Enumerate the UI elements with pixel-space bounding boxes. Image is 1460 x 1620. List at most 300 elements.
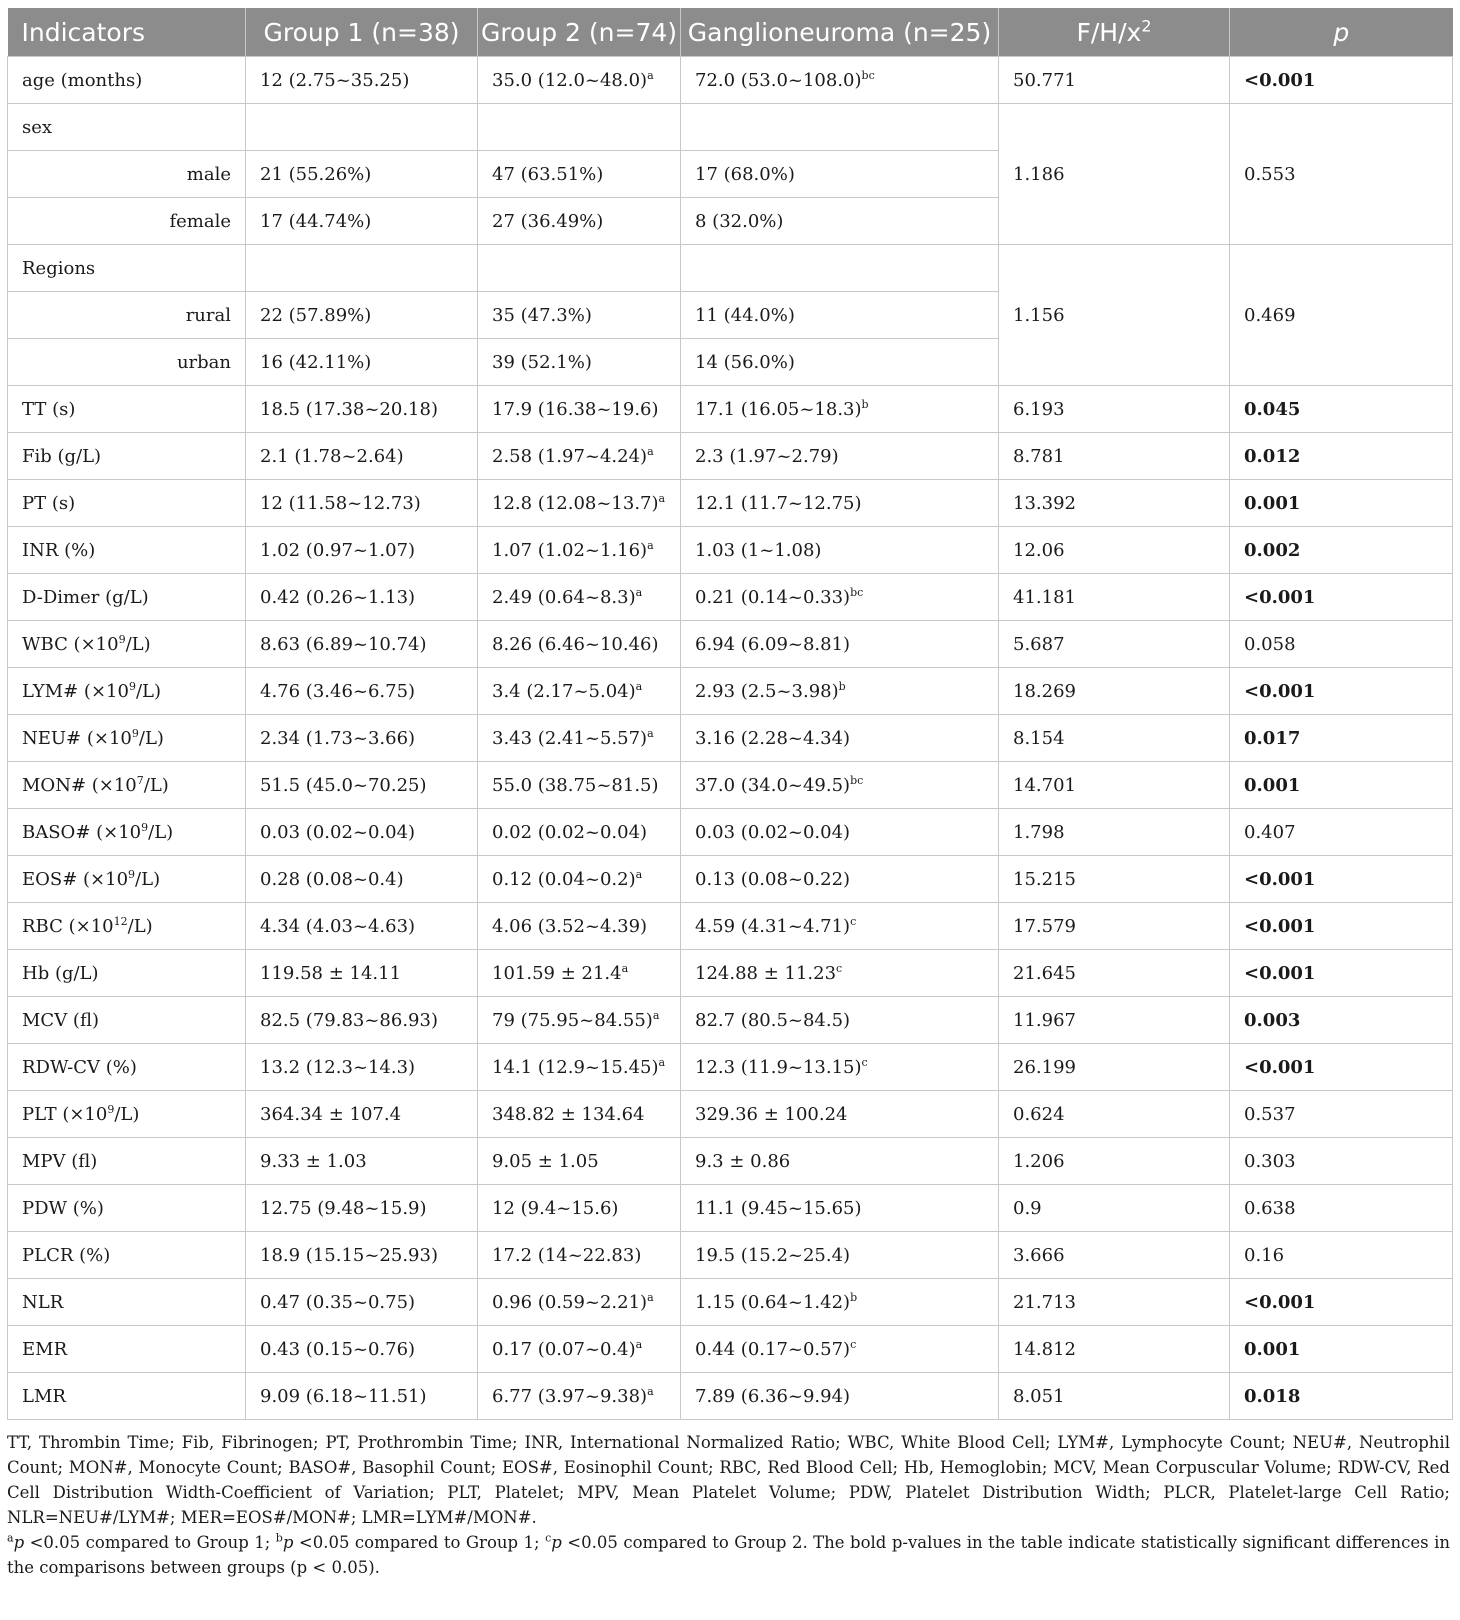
group1-cell [246, 339, 478, 386]
indicator-cell [8, 151, 246, 198]
table-row [8, 621, 1453, 668]
statistic-cell: 11.967 [999, 997, 1230, 1044]
indicator-cell [8, 527, 246, 574]
group2-cell [478, 386, 681, 433]
group1-cell [246, 809, 478, 856]
group1-cell [246, 527, 478, 574]
header-group1: Group 1 (n=38) [246, 8, 478, 57]
ganglioneuroma-cell [681, 57, 999, 104]
ganglioneuroma-cell-value: 11.1 (9.45~15.65) [695, 1197, 862, 1219]
indicator-label: Fib (g/L) [22, 445, 102, 467]
group2-cell-superscript: a [621, 961, 629, 975]
group2-cell [478, 621, 681, 668]
group2-cell-superscript: a [647, 444, 654, 458]
footnote-p-symbol: p [13, 1533, 25, 1552]
p-value-cell: <0.001 [1230, 57, 1453, 104]
p-value-cell: 0.303 [1230, 1138, 1453, 1185]
p-value-cell: 0.002 [1230, 527, 1453, 574]
ganglioneuroma-cell-value: 7.89 (6.36~9.94) [695, 1385, 851, 1407]
ganglioneuroma-cell-superscript: c [836, 961, 843, 975]
table-row [8, 715, 1453, 762]
group2-cell-value: 12 (9.4~15.6) [492, 1197, 619, 1219]
indicator-label: MCV (fl) [22, 1009, 99, 1031]
indicator-cell [8, 1044, 246, 1091]
group2-cell [478, 527, 681, 574]
group2-cell-superscript: a [635, 867, 643, 881]
ganglioneuroma-cell-superscript: bc [861, 68, 875, 82]
group2-cell-value: 6.77 (3.97~9.38) [492, 1385, 648, 1407]
ganglioneuroma-cell-value: 124.88 ± 11.23 [695, 962, 837, 984]
statistic-cell: 13.392 [999, 480, 1230, 527]
indicator-cell [8, 715, 246, 762]
group2-cell-value: 3.4 (2.17~5.04) [492, 680, 636, 702]
indicator-cell [8, 198, 246, 245]
table-row [8, 668, 1453, 715]
group2-cell-superscript: a [658, 491, 666, 505]
p-value-cell: 0.638 [1230, 1185, 1453, 1232]
ganglioneuroma-cell-value: 82.7 (80.5~84.5) [695, 1009, 851, 1031]
group1-cell [246, 1044, 478, 1091]
header-ganglioneuroma: Ganglioneuroma (n=25) [681, 8, 999, 57]
group1-cell [246, 1091, 478, 1138]
group2-cell [478, 1044, 681, 1091]
group2-cell [478, 339, 681, 386]
ganglioneuroma-cell-value: 14 (56.0%) [695, 351, 795, 373]
indicator-cell [8, 950, 246, 997]
p-value-cell: 0.469 [1230, 245, 1453, 386]
group1-cell-value: 12.75 (9.48~15.9) [260, 1197, 427, 1219]
group1-cell [246, 1185, 478, 1232]
p-value-cell: 0.017 [1230, 715, 1453, 762]
statistic-cell: 17.579 [999, 903, 1230, 950]
group1-cell [246, 762, 478, 809]
ganglioneuroma-cell-value: 8 (32.0%) [695, 210, 784, 232]
group2-cell-value: 14.1 (12.9~15.45) [492, 1056, 659, 1078]
indicator-cell [8, 433, 246, 480]
group2-cell [478, 151, 681, 198]
header-statistic-text: F/H/x [1076, 17, 1142, 47]
ganglioneuroma-cell-value: 4.59 (4.31~4.71) [695, 915, 851, 937]
group2-cell-superscript: a [647, 68, 654, 82]
ganglioneuroma-cell [681, 997, 999, 1044]
footnote-marker: b [275, 1531, 283, 1545]
indicator-unit: /L) [135, 680, 161, 702]
group2-cell-value: 348.82 ± 134.64 [492, 1103, 645, 1125]
statistic-cell: 12.06 [999, 527, 1230, 574]
p-value-cell: 0.553 [1230, 104, 1453, 245]
indicator-unit: /L) [125, 633, 151, 655]
p-value-cell: 0.003 [1230, 997, 1453, 1044]
footnote-p-symbol: p [282, 1533, 294, 1552]
statistic-cell: 26.199 [999, 1044, 1230, 1091]
indicator-cell [8, 1185, 246, 1232]
group2-cell [478, 903, 681, 950]
table-row [8, 1044, 1453, 1091]
indicator-label: LYM# (×10 [22, 680, 129, 702]
group2-cell-value: 79 (75.95~84.55) [492, 1009, 653, 1031]
indicator-label: sex [22, 116, 53, 138]
group1-cell [246, 480, 478, 527]
group2-cell-value: 9.05 ± 1.05 [492, 1150, 599, 1172]
indicator-label: EMR [22, 1338, 68, 1360]
indicator-label: age (months) [22, 69, 143, 91]
ganglioneuroma-cell-superscript: bc [850, 585, 864, 599]
indicator-cell [8, 1138, 246, 1185]
group1-cell [246, 621, 478, 668]
table-row [8, 856, 1453, 903]
group2-cell-value: 47 (63.51%) [492, 163, 604, 185]
indicator-label: TT (s) [22, 398, 76, 420]
indicator-label: RBC (×10 [22, 915, 114, 937]
indicator-label: urban [176, 351, 231, 373]
ganglioneuroma-cell-value: 3.16 (2.28~4.34) [695, 727, 851, 749]
group1-cell [246, 386, 478, 433]
header-row [8, 8, 1453, 57]
table-row [8, 1091, 1453, 1138]
group1-cell-value: 8.63 (6.89~10.74) [260, 633, 427, 655]
indicator-exponent: 9 [128, 679, 136, 693]
indicator-cell [8, 668, 246, 715]
indicator-label: EOS# (×10 [22, 868, 129, 890]
ganglioneuroma-cell [681, 527, 999, 574]
group1-cell-value: 9.33 ± 1.03 [260, 1150, 367, 1172]
indicator-unit: /L) [135, 868, 161, 890]
table-row [8, 57, 1453, 104]
ganglioneuroma-cell [681, 1044, 999, 1091]
group1-cell [246, 856, 478, 903]
group2-cell [478, 574, 681, 621]
group1-cell-value: 119.58 ± 14.11 [260, 962, 402, 984]
group2-cell [478, 997, 681, 1044]
abbreviations-note: TT, Thrombin Time; Fib, Fibrinogen; PT, Prothrombin Time; INR, International Normalized Ratio; WBC, White Blood Cell; LYM#, Lymphocyte Count; NEU#, Neutrophil Count; MON#, Monocyte Count; BASO#, Basophil Count; EOS#, Eosinophil Count; RBC, Red Blood Cell; Hb, Hemoglobin; MCV, Mean Corpuscular Volume; RDW-CV, Red Cell Distribution Width-Coefficient of Variation; PLT, Platelet; MPV, Mean Platelet Volume; PDW, Platelet Distribution Width; PLCR, Platelet-large Cell Ratio; NLR=NEU#/LYM#; MER=EOS#/MON#; LMR=LYM#/MON#. [7, 1433, 1450, 1527]
table-row [8, 809, 1453, 856]
group1-cell [246, 151, 478, 198]
indicator-label: Hb (g/L) [22, 962, 99, 984]
group2-cell-superscript: a [647, 1384, 654, 1398]
group2-cell-superscript: a [647, 538, 654, 552]
group2-cell [478, 1232, 681, 1279]
group1-cell-value: 12 (2.75~35.25) [260, 69, 410, 91]
statistic-cell: 21.645 [999, 950, 1230, 997]
group2-cell-value: 1.07 (1.02~1.16) [492, 539, 648, 561]
indicator-exponent: 9 [141, 820, 149, 834]
group1-cell [246, 1373, 478, 1420]
statistic-cell: 8.781 [999, 433, 1230, 480]
group2-cell [478, 198, 681, 245]
indicator-exponent: 9 [128, 867, 136, 881]
group2-cell-value: 8.26 (6.46~10.46) [492, 633, 659, 655]
ganglioneuroma-cell-value: 1.15 (0.64~1.42) [695, 1291, 851, 1313]
statistic-cell: 1.186 [999, 104, 1230, 245]
table-row [8, 433, 1453, 480]
p-value-cell: 0.001 [1230, 1326, 1453, 1373]
ganglioneuroma-cell [681, 668, 999, 715]
indicator-cell [8, 762, 246, 809]
group2-cell-superscript: a [647, 1290, 654, 1304]
table-row [8, 903, 1453, 950]
indicator-label: PLCR (%) [22, 1244, 111, 1266]
ganglioneuroma-cell [681, 292, 999, 339]
table-row [8, 386, 1453, 433]
ganglioneuroma-cell [681, 386, 999, 433]
statistic-cell: 0.9 [999, 1185, 1230, 1232]
indicator-exponent: 7 [136, 773, 144, 787]
footnote-marker: c [545, 1531, 552, 1545]
group2-cell [478, 433, 681, 480]
ganglioneuroma-cell-value: 12.1 (11.7~12.75) [695, 492, 862, 514]
table-row [8, 1279, 1453, 1326]
group1-cell [246, 292, 478, 339]
indicator-unit: /L) [148, 821, 174, 843]
table-row [8, 1138, 1453, 1185]
group2-cell [478, 1279, 681, 1326]
indicator-exponent: 12 [113, 914, 128, 928]
ganglioneuroma-cell-value: 12.3 (11.9~13.15) [695, 1056, 862, 1078]
ganglioneuroma-cell [681, 151, 999, 198]
indicator-label: rural [185, 304, 231, 326]
ganglioneuroma-cell-value: 19.5 (15.2~25.4) [695, 1244, 851, 1266]
group2-cell-value: 2.58 (1.97~4.24) [492, 445, 648, 467]
group2-cell-value: 12.8 (12.08~13.7) [492, 492, 659, 514]
group1-cell-value: 16 (42.11%) [260, 351, 372, 373]
group1-cell-value: 82.5 (79.83~86.93) [260, 1009, 438, 1031]
group2-cell-value: 0.12 (0.04~0.2) [492, 868, 636, 890]
group1-cell-value: 12 (11.58~12.73) [260, 492, 421, 514]
ganglioneuroma-cell [681, 574, 999, 621]
group1-cell [246, 1279, 478, 1326]
group2-cell-superscript: a [647, 726, 654, 740]
ganglioneuroma-cell-value: 0.21 (0.14~0.33) [695, 586, 851, 608]
group1-cell-value: 364.34 ± 107.4 [260, 1103, 402, 1125]
indicator-exponent: 9 [131, 726, 139, 740]
ganglioneuroma-cell-superscript: b [861, 397, 869, 411]
ganglioneuroma-cell-superscript: b [838, 679, 846, 693]
group2-cell-value: 0.02 (0.02~0.04) [492, 821, 648, 843]
indicator-cell [8, 1373, 246, 1420]
ganglioneuroma-cell-value: 11 (44.0%) [695, 304, 795, 326]
ganglioneuroma-cell [681, 1326, 999, 1373]
indicator-cell [8, 339, 246, 386]
group1-cell [246, 997, 478, 1044]
group2-cell-value: 0.17 (0.07~0.4) [492, 1338, 636, 1360]
indicator-cell [8, 104, 246, 151]
ganglioneuroma-cell [681, 950, 999, 997]
footnote-p-symbol: p [551, 1533, 562, 1552]
ganglioneuroma-cell-value: 9.3 ± 0.86 [695, 1150, 791, 1172]
group2-cell [478, 762, 681, 809]
indicator-cell [8, 1326, 246, 1373]
ganglioneuroma-cell-value: 1.03 (1~1.08) [695, 539, 822, 561]
ganglioneuroma-cell-superscript: c [850, 914, 857, 928]
ganglioneuroma-cell [681, 762, 999, 809]
group1-cell [246, 1326, 478, 1373]
header-statistic-exponent: 2 [1141, 16, 1152, 36]
group2-cell-superscript: a [658, 1055, 666, 1069]
ganglioneuroma-cell [681, 809, 999, 856]
table-row [8, 480, 1453, 527]
indicator-cell [8, 245, 246, 292]
p-value-cell: 0.012 [1230, 433, 1453, 480]
indicator-unit: /L) [127, 915, 153, 937]
group2-cell-superscript: a [652, 1008, 660, 1022]
statistic-cell: 3.666 [999, 1232, 1230, 1279]
indicator-label: RDW-CV (%) [22, 1056, 137, 1078]
group2-cell-value: 17.9 (16.38~19.6) [492, 398, 659, 420]
group2-cell-value: 101.59 ± 21.4 [492, 962, 622, 984]
ganglioneuroma-cell-value: 0.44 (0.17~0.57) [695, 1338, 851, 1360]
group2-cell-superscript: a [635, 585, 643, 599]
group2-cell-value: 3.43 (2.41~5.57) [492, 727, 648, 749]
statistic-cell: 1.798 [999, 809, 1230, 856]
group2-cell [478, 1091, 681, 1138]
p-value-cell: 0.045 [1230, 386, 1453, 433]
p-value-cell: <0.001 [1230, 1279, 1453, 1326]
header-group2: Group 2 (n=74) [478, 8, 681, 57]
group2-cell [478, 856, 681, 903]
footnote-text: <0.05 compared to Group 1; [24, 1533, 276, 1552]
ganglioneuroma-cell [681, 198, 999, 245]
table-row [8, 950, 1453, 997]
table-row [8, 1326, 1453, 1373]
p-value-cell: 0.001 [1230, 762, 1453, 809]
group1-cell [246, 668, 478, 715]
group2-cell-value: 4.06 (3.52~4.39) [492, 915, 648, 937]
table-row [8, 574, 1453, 621]
indicator-cell [8, 1279, 246, 1326]
table-row [8, 997, 1453, 1044]
indicator-cell [8, 1232, 246, 1279]
group1-cell [246, 1232, 478, 1279]
table-row [8, 104, 1453, 151]
indicator-label: Regions [22, 257, 96, 279]
indicator-cell [8, 621, 246, 668]
table-row [8, 762, 1453, 809]
ganglioneuroma-cell-value: 0.03 (0.02~0.04) [695, 821, 851, 843]
p-value-cell: <0.001 [1230, 668, 1453, 715]
p-value-cell: <0.001 [1230, 903, 1453, 950]
table-row [8, 1373, 1453, 1420]
statistic-cell: 8.051 [999, 1373, 1230, 1420]
statistic-cell: 14.701 [999, 762, 1230, 809]
indicator-cell [8, 574, 246, 621]
indicator-cell [8, 386, 246, 433]
group1-cell-value: 0.43 (0.15~0.76) [260, 1338, 416, 1360]
group1-cell-value: 13.2 (12.3~14.3) [260, 1056, 416, 1078]
ganglioneuroma-cell [681, 1373, 999, 1420]
group2-cell-value: 35 (47.3%) [492, 304, 592, 326]
indicator-label: INR (%) [22, 539, 96, 561]
statistic-cell: 15.215 [999, 856, 1230, 903]
statistic-cell: 41.181 [999, 574, 1230, 621]
ganglioneuroma-cell [681, 245, 999, 292]
group1-cell-value: 4.76 (3.46~6.75) [260, 680, 416, 702]
table-row [8, 1232, 1453, 1279]
group2-cell-value: 2.49 (0.64~8.3) [492, 586, 636, 608]
group1-cell [246, 903, 478, 950]
group2-cell [478, 1138, 681, 1185]
group1-cell [246, 198, 478, 245]
indicator-label: MON# (×10 [22, 774, 137, 796]
ganglioneuroma-cell [681, 1138, 999, 1185]
group2-cell [478, 950, 681, 997]
indicator-cell [8, 903, 246, 950]
group1-cell [246, 245, 478, 292]
statistic-cell: 18.269 [999, 668, 1230, 715]
group1-cell [246, 1138, 478, 1185]
ganglioneuroma-cell-value: 6.94 (6.09~8.81) [695, 633, 851, 655]
indicator-cell [8, 856, 246, 903]
footnote-text: <0.05 compared to Group 1; [293, 1533, 546, 1552]
statistic-cell: 8.154 [999, 715, 1230, 762]
group2-cell [478, 1185, 681, 1232]
group1-cell-value: 21 (55.26%) [260, 163, 372, 185]
indicator-unit: /L) [143, 774, 169, 796]
statistic-cell: 1.206 [999, 1138, 1230, 1185]
group1-cell [246, 950, 478, 997]
indicator-label: PT (s) [22, 492, 76, 514]
indicator-label: male [186, 163, 231, 185]
group2-cell [478, 292, 681, 339]
footnote-marker: a [7, 1531, 14, 1545]
statistic-cell: 0.624 [999, 1091, 1230, 1138]
indicator-label: MPV (fl) [22, 1150, 98, 1172]
table-body [8, 57, 1453, 1420]
ganglioneuroma-cell [681, 903, 999, 950]
indicator-label: PLT (×10 [22, 1103, 108, 1125]
statistic-cell: 21.713 [999, 1279, 1230, 1326]
ganglioneuroma-cell [681, 856, 999, 903]
indicator-label: WBC (×10 [22, 633, 119, 655]
statistic-cell: 1.156 [999, 245, 1230, 386]
indicator-unit: /L) [138, 727, 164, 749]
statistic-cell: 5.687 [999, 621, 1230, 668]
ganglioneuroma-cell [681, 480, 999, 527]
group2-cell [478, 668, 681, 715]
group2-cell [478, 1373, 681, 1420]
group1-cell-value: 1.02 (0.97~1.07) [260, 539, 416, 561]
group1-cell [246, 104, 478, 151]
group2-cell-value: 35.0 (12.0~48.0) [492, 69, 648, 91]
ganglioneuroma-cell [681, 1279, 999, 1326]
group1-cell-value: 0.28 (0.08~0.4) [260, 868, 404, 890]
indicator-cell [8, 997, 246, 1044]
footnote-text: <0.05 compared to Group 2. The bold p-values in the table indicate statistically significant differences in the comparisons between groups (p < 0.05). [7, 1533, 1451, 1577]
ganglioneuroma-cell-superscript: c [850, 1337, 857, 1351]
group2-cell-value: 27 (36.49%) [492, 210, 604, 232]
ganglioneuroma-cell-superscript: bc [850, 773, 864, 787]
header-indicators: Indicators [8, 8, 246, 57]
data-table [7, 8, 1453, 1420]
group2-cell [478, 480, 681, 527]
indicator-label: D-Dimer (g/L) [22, 586, 149, 608]
indicator-cell [8, 1091, 246, 1138]
table-footnotes [7, 1430, 1452, 1580]
indicator-exponent: 9 [107, 1102, 115, 1116]
ganglioneuroma-cell [681, 1091, 999, 1138]
group1-cell [246, 433, 478, 480]
statistic-cell: 6.193 [999, 386, 1230, 433]
ganglioneuroma-cell [681, 621, 999, 668]
group2-cell-value: 17.2 (14~22.83) [492, 1244, 642, 1266]
ganglioneuroma-cell-value: 329.36 ± 100.24 [695, 1103, 848, 1125]
group2-cell [478, 715, 681, 762]
group2-cell-value: 39 (52.1%) [492, 351, 592, 373]
indicator-cell [8, 809, 246, 856]
ganglioneuroma-cell-value: 2.3 (1.97~2.79) [695, 445, 839, 467]
header-statistic [999, 8, 1230, 57]
indicator-exponent: 9 [118, 632, 126, 646]
p-value-cell: 0.16 [1230, 1232, 1453, 1279]
